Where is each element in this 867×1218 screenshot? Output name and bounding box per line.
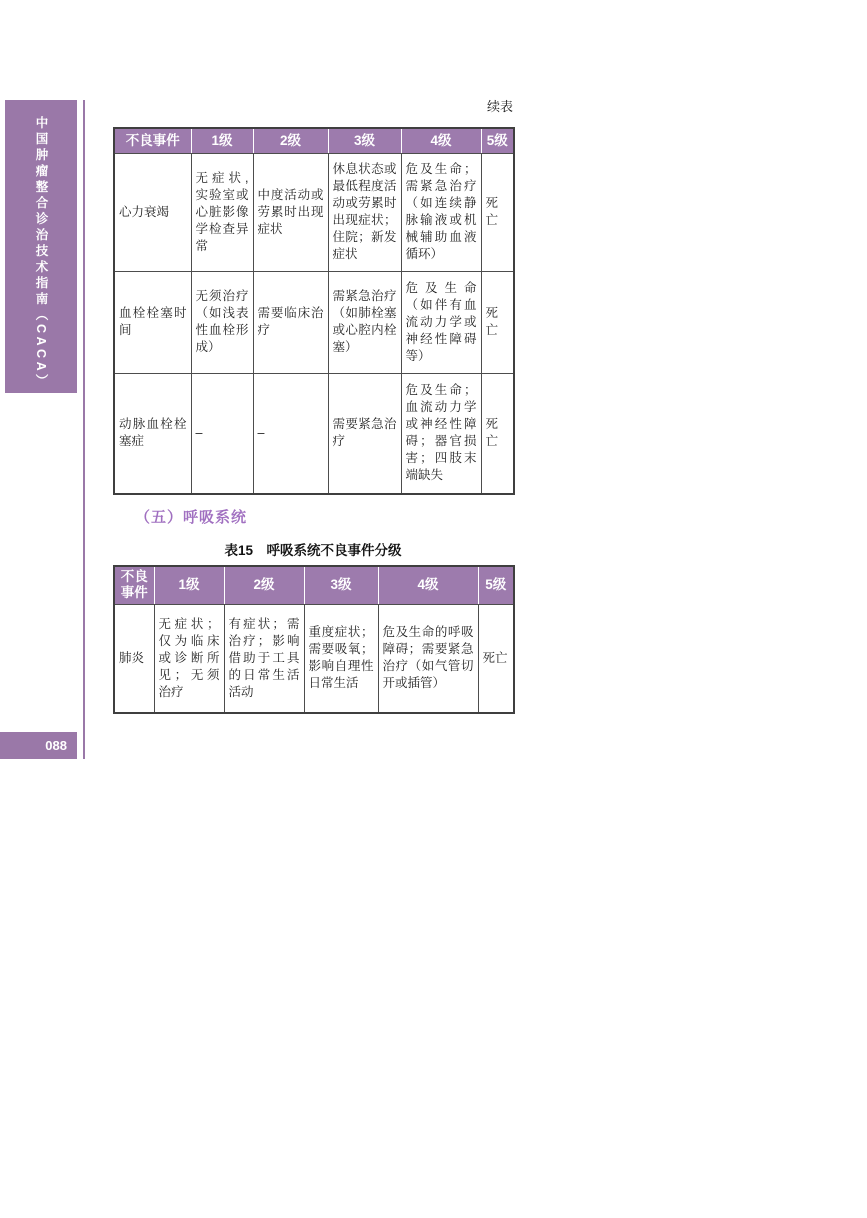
grade-4-cell: 危及生命（如伴有血流动力学或神经性障碍等） [401, 271, 481, 373]
grade-4-cell: 危及生命；血流动力学或神经性障碍；器官损害；四肢末端缺失 [401, 373, 481, 494]
grade-1-cell: – [191, 373, 253, 494]
adverse-event-cell: 心力衰竭 [114, 153, 191, 271]
grade-5-cell: 死亡 [481, 271, 514, 373]
header-grade-3: 3级 [328, 128, 401, 153]
page-number-badge: 088 [0, 732, 77, 759]
adverse-event-cell: 血栓栓塞时间 [114, 271, 191, 373]
grade-3-cell: 重度症状；需要吸氧；影响自理性日常生活 [304, 604, 378, 713]
grade-3-cell: 需要紧急治疗 [328, 373, 401, 494]
header-grade-2: 2级 [253, 128, 328, 153]
header-grade-5: 5级 [478, 566, 514, 604]
grade-2-cell: – [253, 373, 328, 494]
header-grade-4: 4级 [378, 566, 478, 604]
grade-2-cell: 有症状；需治疗；影响借助于工具的日常生活活动 [224, 604, 304, 713]
grade-4-cell: 危及生命；需紧急治疗（如连续静脉输液或机械辅助血液循环） [401, 153, 481, 271]
adverse-event-table-continued [113, 127, 515, 495]
header-grade-1: 1级 [191, 128, 253, 153]
adverse-event-cell: 动脉血栓栓塞症 [114, 373, 191, 494]
adverse-event-cell: 肺炎 [114, 604, 154, 713]
sidebar-rule [83, 100, 85, 759]
grade-2-cell: 中度活动或劳累时出现症状 [253, 153, 328, 271]
book-title-vertical: 中国肿瘤整合诊治技术指南（CACA） [34, 116, 48, 391]
header-grade-3: 3级 [304, 566, 378, 604]
sidebar-band [5, 100, 77, 393]
header-grade-4: 4级 [401, 128, 481, 153]
header-grade-5: 5级 [481, 128, 514, 153]
header-grade-1: 1级 [154, 566, 224, 604]
grade-5-cell: 死亡 [481, 153, 514, 271]
table-caption: 表15 呼吸系统不良事件分级 [224, 543, 402, 558]
continued-table-label: 续表 [486, 99, 513, 114]
grade-5-cell: 死亡 [481, 373, 514, 494]
table-row [114, 373, 514, 494]
table-row [114, 153, 514, 271]
grade-1-cell: 无症状；仅为临床或诊断所见；无须治疗 [154, 604, 224, 713]
table-row [114, 604, 514, 713]
header-adverse-event: 不良事件 [114, 566, 154, 604]
grade-1-cell: 无须治疗（如浅表性血栓形成） [191, 271, 253, 373]
table-row [114, 271, 514, 373]
grade-4-cell: 危及生命的呼吸障碍；需要紧急治疗（如气管切开或插管） [378, 604, 478, 713]
grade-2-cell: 需要临床治疗 [253, 271, 328, 373]
section-heading: （五）呼吸系统 [135, 509, 248, 526]
respiratory-adverse-event-table [113, 565, 515, 714]
table-header-row [114, 566, 514, 604]
table-header-row [114, 128, 514, 153]
header-grade-2: 2级 [224, 566, 304, 604]
grade-3-cell: 休息状态或最低程度活动或劳累时出现症状；住院；新发症状 [328, 153, 401, 271]
grade-3-cell: 需紧急治疗（如肺栓塞或心腔内栓塞） [328, 271, 401, 373]
grade-5-cell: 死亡 [478, 604, 514, 713]
grade-1-cell: 无症状,实验室或心脏影像学检查异常 [191, 153, 253, 271]
header-adverse-event: 不良事件 [114, 128, 191, 153]
